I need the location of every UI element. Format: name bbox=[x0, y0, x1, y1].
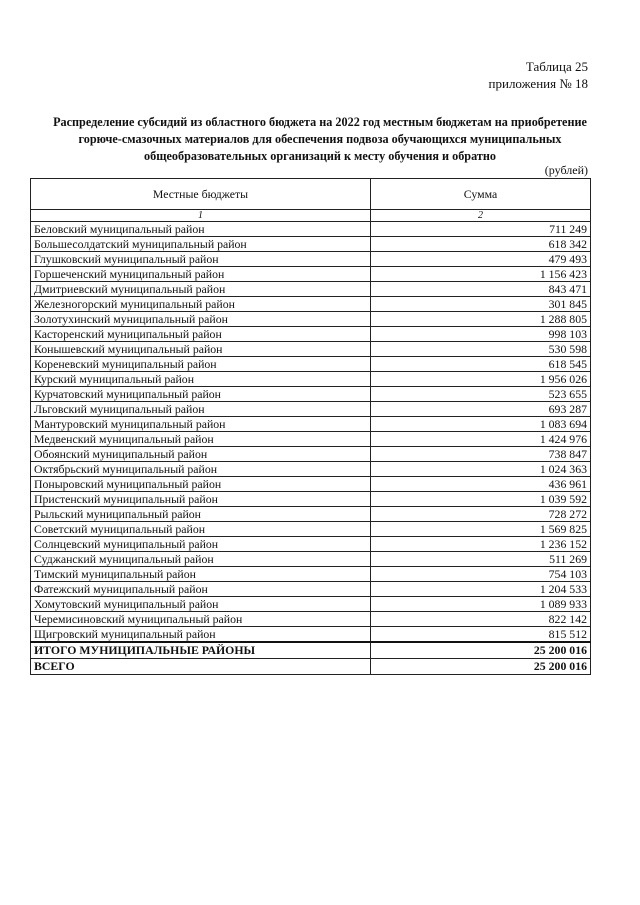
table-row bbox=[31, 597, 591, 612]
table-row bbox=[31, 357, 591, 372]
table-row bbox=[31, 627, 591, 643]
district-sum: 815 512 bbox=[371, 627, 591, 643]
table-row bbox=[31, 267, 591, 282]
table-row bbox=[31, 282, 591, 297]
table-row bbox=[31, 402, 591, 417]
district-name: Горшеченский муниципальный район bbox=[31, 267, 371, 282]
table-body bbox=[31, 222, 591, 643]
table-row bbox=[31, 567, 591, 582]
district-sum: 998 103 bbox=[371, 327, 591, 342]
district-sum: 1 156 423 bbox=[371, 267, 591, 282]
district-name: Кореневский муниципальный район bbox=[31, 357, 371, 372]
district-sum: 1 204 533 bbox=[371, 582, 591, 597]
district-name: Октябрьский муниципальный район bbox=[31, 462, 371, 477]
district-name: Беловский муниципальный район bbox=[31, 222, 371, 237]
table-row bbox=[31, 327, 591, 342]
district-sum: 1 089 933 bbox=[371, 597, 591, 612]
district-name: Черемисиновский муниципальный район bbox=[31, 612, 371, 627]
district-sum: 1 288 805 bbox=[371, 312, 591, 327]
district-sum: 711 249 bbox=[371, 222, 591, 237]
district-sum: 1 424 976 bbox=[371, 432, 591, 447]
district-sum: 1 569 825 bbox=[371, 522, 591, 537]
grand-total-sum: 25 200 016 bbox=[371, 659, 591, 675]
table-row bbox=[31, 417, 591, 432]
table-row bbox=[31, 342, 591, 357]
district-sum: 511 269 bbox=[371, 552, 591, 567]
table-row bbox=[31, 237, 591, 252]
district-name: Солнцевский муниципальный район bbox=[31, 537, 371, 552]
column-header-budgets: Местные бюджеты bbox=[31, 179, 371, 210]
document-title: Распределение субсидий из областного бюджета на 2022 год местным бюджетам на приобретение горюче-смазочных материалов для обеспечения подвоза обучающихся муниципальных общеобразовательных организаций к месту обучения и обратно bbox=[53, 115, 587, 163]
district-name: Фатежский муниципальный район bbox=[31, 582, 371, 597]
district-name: Советский муниципальный район bbox=[31, 522, 371, 537]
district-name: Обоянский муниципальный район bbox=[31, 447, 371, 462]
table-row bbox=[31, 222, 591, 237]
table-header-row bbox=[31, 179, 591, 210]
district-sum: 479 493 bbox=[371, 252, 591, 267]
district-name: Поныровский муниципальный район bbox=[31, 477, 371, 492]
district-name: Дмитриевский муниципальный район bbox=[31, 282, 371, 297]
table-row bbox=[31, 312, 591, 327]
district-sum: 728 272 bbox=[371, 507, 591, 522]
table-row bbox=[31, 252, 591, 267]
district-sum: 436 961 bbox=[371, 477, 591, 492]
district-name: Конышевский муниципальный район bbox=[31, 342, 371, 357]
district-name: Мантуровский муниципальный район bbox=[31, 417, 371, 432]
grand-total-row bbox=[31, 659, 591, 675]
district-name: Щигровский муниципальный район bbox=[31, 627, 371, 643]
table-row bbox=[31, 447, 591, 462]
district-name: Хомутовский муниципальный район bbox=[31, 597, 371, 612]
district-sum: 754 103 bbox=[371, 567, 591, 582]
district-name: Рыльский муниципальный район bbox=[31, 507, 371, 522]
table-row bbox=[31, 522, 591, 537]
district-sum: 1 039 592 bbox=[371, 492, 591, 507]
units-label: (рублей) bbox=[544, 163, 588, 177]
document-reference bbox=[489, 58, 588, 92]
table-row bbox=[31, 507, 591, 522]
table-number: Таблица 25 bbox=[525, 59, 588, 74]
district-sum: 301 845 bbox=[371, 297, 591, 312]
column-number-1: 1 bbox=[31, 210, 371, 222]
district-sum: 738 847 bbox=[371, 447, 591, 462]
district-sum: 523 655 bbox=[371, 387, 591, 402]
table-row bbox=[31, 477, 591, 492]
grand-total-label: ВСЕГО bbox=[31, 659, 371, 675]
table-row bbox=[31, 387, 591, 402]
district-sum: 693 287 bbox=[371, 402, 591, 417]
total-districts-sum: 25 200 016 bbox=[371, 642, 591, 659]
subsidy-table bbox=[30, 178, 591, 675]
district-name: Тимский муниципальный район bbox=[31, 567, 371, 582]
district-name: Глушковский муниципальный район bbox=[31, 252, 371, 267]
district-sum: 530 598 bbox=[371, 342, 591, 357]
table-row bbox=[31, 612, 591, 627]
table-row bbox=[31, 582, 591, 597]
district-name: Курский муниципальный район bbox=[31, 372, 371, 387]
district-sum: 822 142 bbox=[371, 612, 591, 627]
district-name: Пристенский муниципальный район bbox=[31, 492, 371, 507]
district-sum: 1 956 026 bbox=[371, 372, 591, 387]
total-districts-label: ИТОГО МУНИЦИПАЛЬНЫЕ РАЙОНЫ bbox=[31, 642, 371, 659]
table-row bbox=[31, 552, 591, 567]
table-row bbox=[31, 537, 591, 552]
table-row bbox=[31, 372, 591, 387]
table-row bbox=[31, 432, 591, 447]
district-sum: 618 545 bbox=[371, 357, 591, 372]
district-name: Курчатовский муниципальный район bbox=[31, 387, 371, 402]
annex-number: приложения № 18 bbox=[488, 76, 588, 91]
column-header-sum: Сумма bbox=[371, 179, 591, 210]
district-name: Льговский муниципальный район bbox=[31, 402, 371, 417]
total-districts-row bbox=[31, 642, 591, 659]
district-name: Большесолдатский муниципальный район bbox=[31, 237, 371, 252]
district-name: Касторенский муниципальный район bbox=[31, 327, 371, 342]
district-sum: 1 083 694 bbox=[371, 417, 591, 432]
district-name: Медвенский муниципальный район bbox=[31, 432, 371, 447]
district-sum: 618 342 bbox=[371, 237, 591, 252]
column-number-2: 2 bbox=[371, 210, 591, 222]
district-name: Золотухинский муниципальный район bbox=[31, 312, 371, 327]
district-sum: 1 024 363 bbox=[371, 462, 591, 477]
column-number-row bbox=[31, 210, 591, 222]
district-sum: 843 471 bbox=[371, 282, 591, 297]
table-row bbox=[31, 492, 591, 507]
district-name: Железногорский муниципальный район bbox=[31, 297, 371, 312]
district-sum: 1 236 152 bbox=[371, 537, 591, 552]
district-name: Суджанский муниципальный район bbox=[31, 552, 371, 567]
table-row bbox=[31, 297, 591, 312]
table-row bbox=[31, 462, 591, 477]
